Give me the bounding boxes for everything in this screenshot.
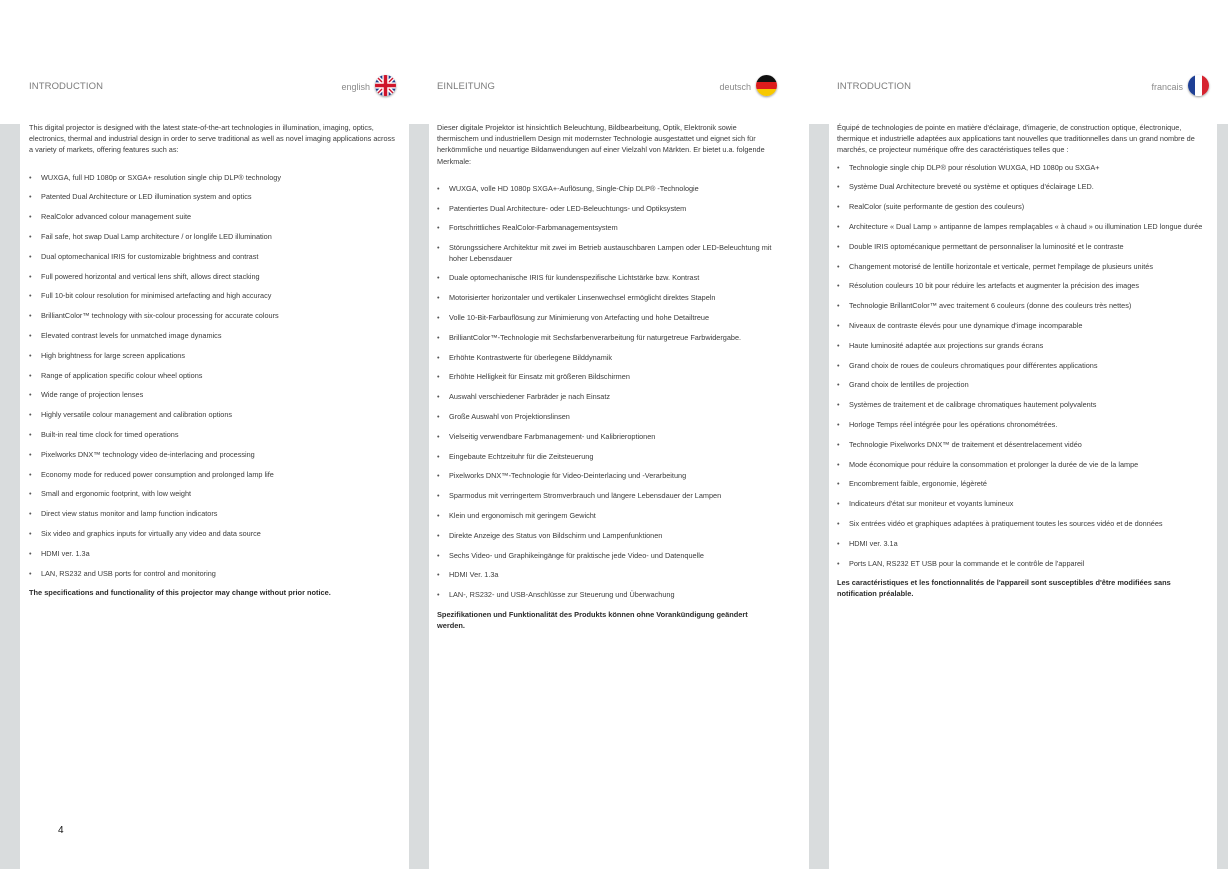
list-item: • Grand choix de roues de couleurs chromatiques pour différentes applications	[837, 361, 1209, 371]
intro-paragraph: Équipé de technologies de pointe en matière d'éclairage, d'imagerie, de construction optique, électronique, thermique et industrielle adaptées aux applications tant nouvelles que traditionnelles dans un grand nombre de marchés, ce projecteur numérique offre des caractéristiques telles que :	[837, 123, 1195, 155]
list-item: • Vielseitig verwendbare Farbmanagement- und Kalibrieroptionen	[437, 432, 777, 442]
feature-list	[29, 173, 396, 579]
language-label: english	[341, 82, 370, 92]
list-item: • Grand choix de lentilles de projection	[837, 380, 1209, 390]
list-item: • Motorisierter horizontaler und vertikaler Linsenwechsel ermöglicht direktes Stapeln	[437, 293, 777, 303]
list-item: • Duale optomechanische IRIS für kundenspezifische Lichtstärke bzw. Kontrast	[437, 273, 777, 283]
list-item: • Double IRIS optomécanique permettant de personnaliser la luminosité et le contraste	[837, 242, 1209, 252]
list-item: • LAN, RS232 and USB ports for control and monitoring	[29, 569, 396, 579]
list-item: • Ports LAN, RS232 ET USB pour la commande et le contrôle de l'appareil	[837, 559, 1209, 569]
list-item: • RealColor (suite performante de gestion des couleurs)	[837, 202, 1209, 212]
german-column	[437, 74, 777, 631]
list-item: • BrilliantColor™-Technologie mit Sechsfarbenverarbeitung für naturgetreue Farbwidergabe.	[437, 333, 777, 343]
list-item: • Small and ergonomic footprint, with low weight	[29, 489, 396, 499]
list-item: • Highly versatile colour management and calibration options	[29, 410, 396, 420]
list-item: • Störungssichere Architektur mit zwei im Betrieb austauschbaren Lampen oder LED-Beleuchtung mit hoher Lebensdauer	[437, 243, 777, 264]
list-item: • Auswahl verschiedener Farbräder je nach Einsatz	[437, 392, 777, 402]
section-title: INTRODUCTION	[29, 81, 104, 92]
list-item: • Erhöhte Helligkeit für Einsatz mit größeren Bildschirmen	[437, 372, 777, 382]
left-margin-bar	[0, 124, 20, 869]
column-header	[29, 74, 396, 100]
list-item: • Résolution couleurs 10 bit pour réduire les artefacts et augmenter la précision des images	[837, 281, 1209, 291]
list-item: • Elevated contrast levels for unmatched image dynamics	[29, 331, 396, 341]
list-item: • Fortschrittliches RealColor-Farbmanagementsystem	[437, 223, 777, 233]
list-item: • Full 10-bit colour resolution for minimised artefacting and high accuracy	[29, 291, 396, 301]
feature-list	[437, 184, 777, 601]
list-item: • Full powered horizontal and vertical lens shift, allows direct stacking	[29, 272, 396, 282]
list-item: • Patentiertes Dual Architecture- oder LED-Beleuchtungs- und Optiksystem	[437, 204, 777, 214]
list-item: • Système Dual Architecture breveté ou système et optiques d'éclairage LED.	[837, 182, 1209, 192]
list-item: • Indicateurs d'état sur moniteur et voyants lumineux	[837, 499, 1209, 509]
list-item: • Sechs Video- und Graphikeingänge für praktische jede Video- und Datenquelle	[437, 551, 777, 561]
list-item: • Direkte Anzeige des Status von Bildschirm und Lampenfunktionen	[437, 531, 777, 541]
list-item: • Direct view status monitor and lamp function indicators	[29, 509, 396, 519]
column-header	[837, 74, 1209, 100]
list-item: • Six entrées vidéo et graphiques adaptées à pratiquement toutes les sources vidéo et de données	[837, 519, 1209, 529]
list-item: • WUXGA, volle HD 1080p SXGA+-Auflösung, Single-Chip DLP® -Technologie	[437, 184, 777, 194]
list-item: • Klein und ergonomisch mit geringem Gewicht	[437, 511, 777, 521]
list-item: • Erhöhte Kontrastwerte für überlegene Bilddynamik	[437, 353, 777, 363]
list-item: • Encombrement faible, ergonomie, légèreté	[837, 479, 1209, 489]
column-divider-bar	[809, 124, 829, 869]
list-item: • Technologie Pixelworks DNX™ de traitement et désentrelacement vidéo	[837, 440, 1209, 450]
list-item: • Six video and graphics inputs for virtually any video and data source	[29, 529, 396, 539]
german-flag-icon	[756, 75, 777, 96]
list-item: • Technologie single chip DLP® pour résolution WUXGA, HD 1080p ou SXGA+	[837, 163, 1209, 173]
intro-paragraph: Dieser digitale Projektor ist hinsichtlich Beleuchtung, Bildbearbeitung, Optik, Elektronik sowie thermischem und industriellem Design mit modernster Technologie ausgestattet und eignet sich für herkömmliche und neuartige Bildanwendungen auf einer Vielzahl von Märkten. Er bietet u.a. folgende Merkmale:	[437, 123, 765, 166]
list-item: • LAN-, RS232- und USB-Anschlüsse zur Steuerung und Überwachung	[437, 590, 777, 600]
list-item: • Mode économique pour réduire la consommation et prolonger la durée de vie de la lampe	[837, 460, 1209, 470]
disclaimer-note: Spezifikationen und Funktionalität des Produkts können ohne Vorankündigung geändert werden.	[437, 609, 748, 630]
list-item: • RealColor advanced colour management suite	[29, 212, 396, 222]
right-margin-bar	[1217, 124, 1228, 869]
column-header	[437, 74, 777, 100]
list-item: • Niveaux de contraste élevés pour une dynamique d'image incomparable	[837, 321, 1209, 331]
page-number: 4	[58, 825, 64, 836]
list-item: • Fail safe, hot swap Dual Lamp architecture / or longlife LED illumination	[29, 232, 396, 242]
list-item: • WUXGA, full HD 1080p or SXGA+ resolution single chip DLP® technology	[29, 173, 396, 183]
section-title: EINLEITUNG	[437, 81, 496, 92]
feature-list	[837, 163, 1209, 569]
list-item: • Changement motorisé de lentille horizontale et verticale, permet l'empilage de plusieurs unités	[837, 262, 1209, 272]
list-item: • Sparmodus mit verringertem Stromverbrauch und längere Lebensdauer der Lampen	[437, 491, 777, 501]
list-item: • Eingebaute Echtzeituhr für die Zeitsteuerung	[437, 452, 777, 462]
intro-paragraph: This digital projector is designed with the latest state-of-the-art technologies in illumination, imaging, optics, electronics, thermal and industrial design in order to serve traditional as well as novel imaging applications across a variety of markets, offering features such as:	[29, 123, 395, 155]
uk-flag-icon	[375, 75, 396, 96]
list-item: • Range of application specific colour wheel options	[29, 371, 396, 381]
list-item: • Technologie BrillantColor™ avec traitement 6 couleurs (donne des couleurs très nettes)	[837, 301, 1209, 311]
list-item: • HDMI Ver. 1.3a	[437, 570, 777, 580]
language-label: francais	[1151, 82, 1183, 92]
english-column	[29, 74, 396, 598]
list-item: • Patented Dual Architecture or LED illumination system and optics	[29, 192, 396, 202]
disclaimer-note: Les caractéristiques et les fonctionnalités de l'appareil sont susceptibles d'être modifiées sans notification préalable.	[837, 578, 1171, 599]
language-label: deutsch	[719, 82, 751, 92]
french-column	[837, 74, 1209, 599]
section-title: INTRODUCTION	[837, 81, 912, 92]
list-item: • HDMI ver. 1.3a	[29, 549, 396, 559]
list-item: • Architecture « Dual Lamp » antipanne de lampes remplaçables « à chaud » ou illumination LED longue durée	[837, 222, 1209, 232]
list-item: • HDMI ver. 3.1a	[837, 539, 1209, 549]
list-item: • Built-in real time clock for timed operations	[29, 430, 396, 440]
list-item: • Große Auswahl von Projektionslinsen	[437, 412, 777, 422]
list-item: • Haute luminosité adaptée aux projections sur grands écrans	[837, 341, 1209, 351]
list-item: • Pixelworks DNX™-Technologie für Video-Deinterlacing und -Verarbeitung	[437, 471, 777, 481]
list-item: • Horloge Temps réel intégrée pour les opérations chronométrées.	[837, 420, 1209, 430]
list-item: • Systèmes de traitement et de calibrage chromatiques hautement polyvalents	[837, 400, 1209, 410]
column-divider-bar	[409, 124, 429, 869]
list-item: • Economy mode for reduced power consumption and prolonged lamp life	[29, 470, 396, 480]
list-item: • Dual optomechanical IRIS for customizable brightness and contrast	[29, 252, 396, 262]
french-flag-icon	[1188, 75, 1209, 96]
list-item: • Wide range of projection lenses	[29, 390, 396, 400]
list-item: • Volle 10-Bit-Farbauflösung zur Minimierung von Artefacting und hohe Detailtreue	[437, 313, 777, 323]
disclaimer-note: The specifications and functionality of this projector may change without prior notice.	[29, 588, 331, 598]
list-item: • BrilliantColor™ technology with six-colour processing for accurate colours	[29, 311, 396, 321]
list-item: • Pixelworks DNX™ technology video de-interlacing and processing	[29, 450, 396, 460]
list-item: • High brightness for large screen applications	[29, 351, 396, 361]
